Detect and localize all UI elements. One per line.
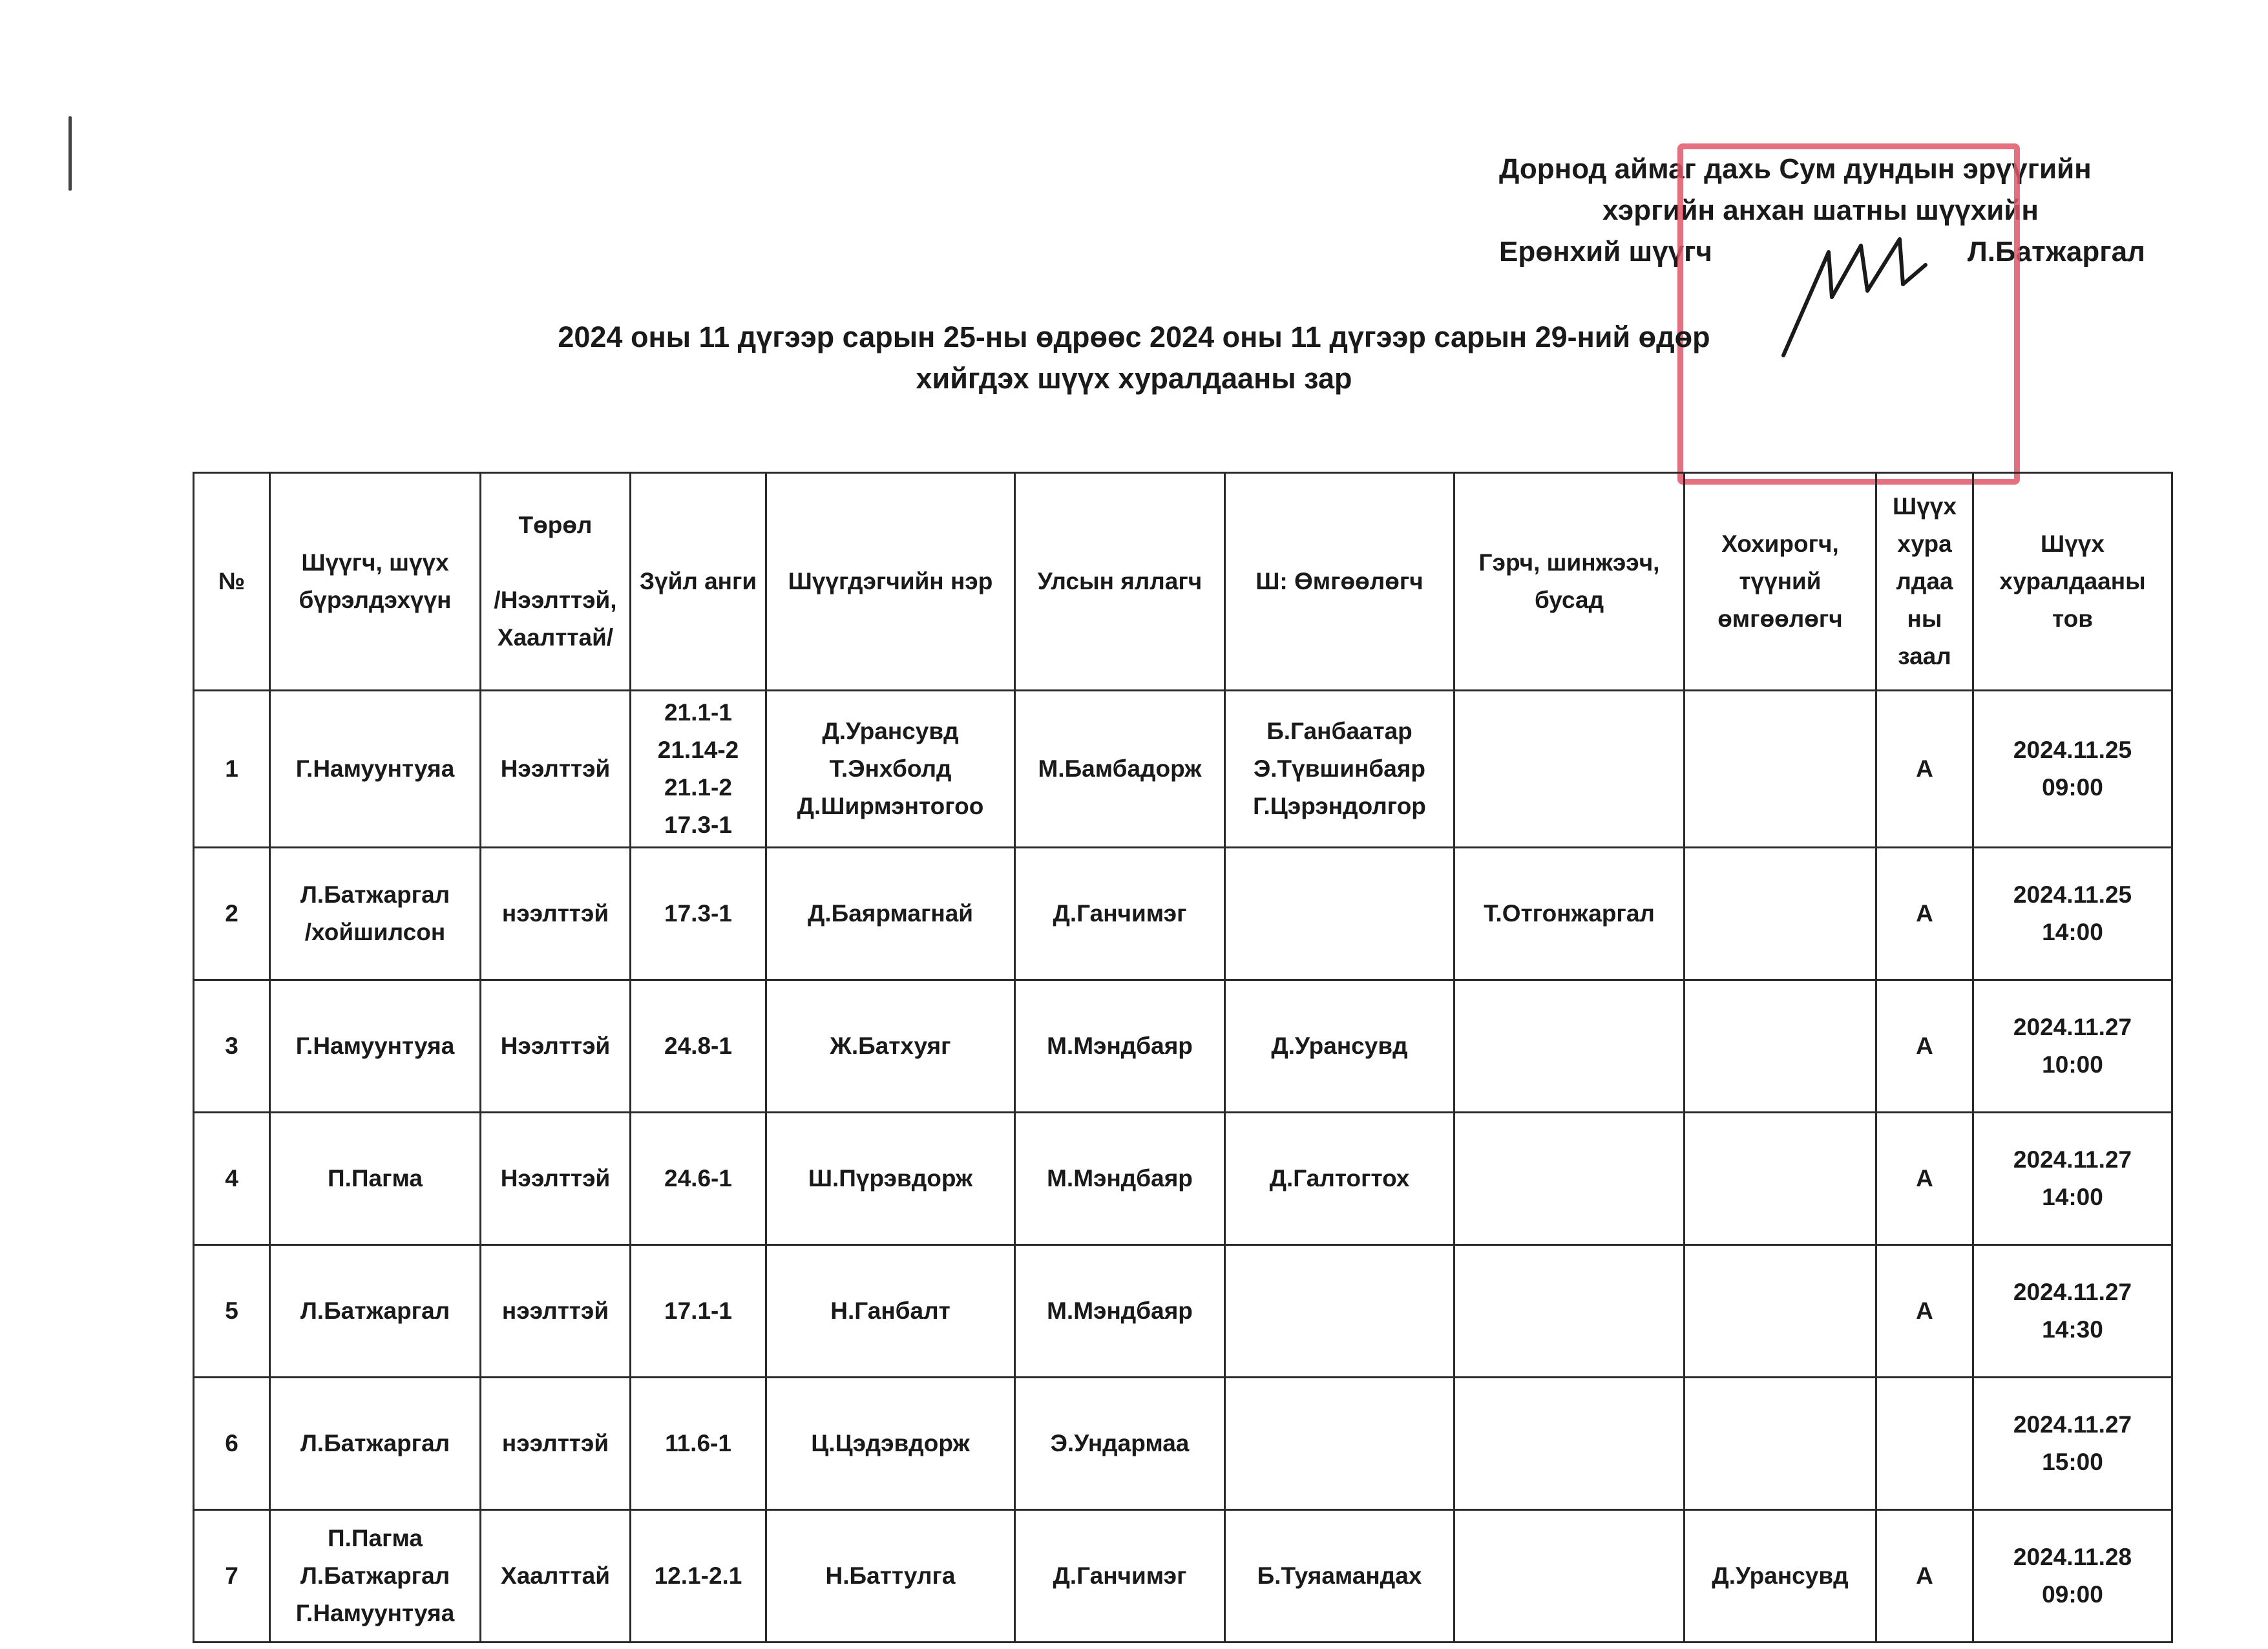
cell-prosecutor: М.Мэндбаяр (1015, 1245, 1225, 1378)
cell-defense-lawyer (1225, 1378, 1454, 1510)
table-row (194, 1510, 2172, 1643)
cell-prosecutor: М.Мэндбаяр (1015, 980, 1225, 1113)
cell-date: 2024.11.27 14:30 (1973, 1245, 2172, 1378)
cell-judge: Г.Намуунтуяа (270, 691, 481, 848)
cell-type: Нээлттэй (481, 1113, 631, 1245)
table-row (194, 1245, 2172, 1378)
cell-hall: А (1876, 1245, 1973, 1378)
approval-court: Дорнод аймаг дахь Сум дундын эрүүгийн (1499, 153, 2092, 185)
title-line-2: хийгдэх шүүх хуралдааны зар (916, 362, 1352, 395)
cell-hall: А (1876, 1113, 1973, 1245)
cell-number: 6 (194, 1378, 270, 1510)
scan-artifact (68, 116, 72, 191)
header-hall: Шүүх хура лдаа ны заал (1876, 473, 1973, 691)
cell-article: 24.8-1 (631, 980, 766, 1113)
cell-victim (1685, 980, 1876, 1113)
cell-type: нээлттэй (481, 848, 631, 980)
cell-witness (1454, 1113, 1685, 1245)
cell-date: 2024.11.27 14:00 (1973, 1113, 2172, 1245)
header-victim: Хохирогч, түүний өмгөөлөгч (1685, 473, 1876, 691)
approval-position: Ерөнхий шүүгч (1499, 236, 1712, 268)
cell-article: 17.3-1 (631, 848, 766, 980)
cell-date: 2024.11.27 10:00 (1973, 980, 2172, 1113)
cell-witness (1454, 1245, 1685, 1378)
header-witness: Гэрч, шинжээч, бусад (1454, 473, 1685, 691)
header-number: № (194, 473, 270, 691)
cell-type: Нээлттэй (481, 980, 631, 1113)
cell-number: 4 (194, 1113, 270, 1245)
header-article: Зүйл анги (631, 473, 766, 691)
cell-witness: Т.Отгонжаргал (1454, 848, 1685, 980)
cell-number: 2 (194, 848, 270, 980)
cell-victim (1685, 1113, 1876, 1245)
cell-article: 21.1-1 21.14-2 21.1-2 17.3-1 (631, 691, 766, 848)
table-row (194, 848, 2172, 980)
table-row (194, 1378, 2172, 1510)
cell-judge: Л.Батжаргал /хойшилсон (270, 848, 481, 980)
cell-defense-lawyer: Б.Туяамандах (1225, 1510, 1454, 1643)
cell-defense-lawyer: Д.Урансувд (1225, 980, 1454, 1113)
cell-prosecutor: Д.Ганчимэг (1015, 848, 1225, 980)
cell-victim (1685, 691, 1876, 848)
cell-number: 1 (194, 691, 270, 848)
cell-number: 5 (194, 1245, 270, 1378)
cell-type: нээлттэй (481, 1378, 631, 1510)
header-defense-lawyer: Ш: Өмгөөлөгч (1225, 473, 1454, 691)
cell-defense-lawyer (1225, 848, 1454, 980)
cell-type: нээлттэй (481, 1245, 631, 1378)
cell-prosecutor: Д.Ганчимэг (1015, 1510, 1225, 1643)
approval-court-type: хэргийн анхан шатны шүүхийн (1602, 194, 2039, 226)
table-row (194, 1113, 2172, 1245)
cell-judge: Г.Намуунтуяа (270, 980, 481, 1113)
cell-type: Нээлттэй (481, 691, 631, 848)
cell-defendant: Д.Баярмагнай (766, 848, 1015, 980)
cell-victim (1685, 1245, 1876, 1378)
cell-witness (1454, 1510, 1685, 1643)
cell-date: 2024.11.27 15:00 (1973, 1378, 2172, 1510)
approval-judge-name: Л.Батжаргал (1967, 236, 2145, 268)
cell-victim: Д.Урансувд (1685, 1510, 1876, 1643)
cell-defendant: Ж.Батхуяг (766, 980, 1015, 1113)
header-date: Шүүх хуралдааны тов (1973, 473, 2172, 691)
cell-prosecutor: М.Мэндбаяр (1015, 1113, 1225, 1245)
cell-date: 2024.11.28 09:00 (1973, 1510, 2172, 1643)
table-header-row (194, 473, 2172, 691)
header-prosecutor: Улсын яллагч (1015, 473, 1225, 691)
header-type: Төрөл /Нээлттэй, Хаалттай/ (481, 473, 631, 691)
cell-prosecutor: М.Бамбадорж (1015, 691, 1225, 848)
cell-witness (1454, 980, 1685, 1113)
cell-judge: Л.Батжаргал (270, 1245, 481, 1378)
cell-prosecutor: Э.Ундармаа (1015, 1378, 1225, 1510)
cell-defendant: Н.Ганбалт (766, 1245, 1015, 1378)
cell-defendant: Ш.Пүрэвдорж (766, 1113, 1015, 1245)
cell-date: 2024.11.25 09:00 (1973, 691, 2172, 848)
cell-victim (1685, 848, 1876, 980)
cell-defendant: Д.Урансувд Т.Энхболд Д.Ширмэнтогоо (766, 691, 1015, 848)
cell-judge: П.Пагма (270, 1113, 481, 1245)
cell-number: 7 (194, 1510, 270, 1643)
cell-type: Хаалттай (481, 1510, 631, 1643)
cell-hall: А (1876, 848, 1973, 980)
hearing-schedule-table (193, 472, 2173, 1643)
cell-judge: Л.Батжаргал (270, 1378, 481, 1510)
cell-defendant: Н.Баттулга (766, 1510, 1015, 1643)
cell-witness (1454, 691, 1685, 848)
cell-article: 17.1-1 (631, 1245, 766, 1378)
title-line-1: 2024 оны 11 дүгээр сарын 25-ны өдрөөс 2024 оны 11 дүгээр сарын 29-ний өдөр (558, 320, 1710, 353)
header-judge: Шүүгч, шүүх бүрэлдэхүүн (270, 473, 481, 691)
cell-article: 12.1-2.1 (631, 1510, 766, 1643)
cell-hall: А (1876, 1510, 1973, 1643)
cell-defendant: Ц.Цэдэвдорж (766, 1378, 1015, 1510)
table-row (194, 691, 2172, 848)
cell-defense-lawyer: Б.Ганбаатар Э.Түвшинбаяр Г.Цэрэндолгор (1225, 691, 1454, 848)
table-row (194, 980, 2172, 1113)
cell-victim (1685, 1378, 1876, 1510)
cell-defense-lawyer: Д.Галтогтох (1225, 1113, 1454, 1245)
header-defendant: Шүүгдэгчийн нэр (766, 473, 1015, 691)
cell-number: 3 (194, 980, 270, 1113)
cell-defense-lawyer (1225, 1245, 1454, 1378)
cell-article: 24.6-1 (631, 1113, 766, 1245)
cell-judge: П.Пагма Л.Батжаргал Г.Намуунтуяа (270, 1510, 481, 1643)
cell-article: 11.6-1 (631, 1378, 766, 1510)
cell-witness (1454, 1378, 1685, 1510)
page-title (0, 317, 2268, 399)
cell-hall (1876, 1378, 1973, 1510)
cell-hall: А (1876, 980, 1973, 1113)
cell-date: 2024.11.25 14:00 (1973, 848, 2172, 980)
cell-hall: А (1876, 691, 1973, 848)
